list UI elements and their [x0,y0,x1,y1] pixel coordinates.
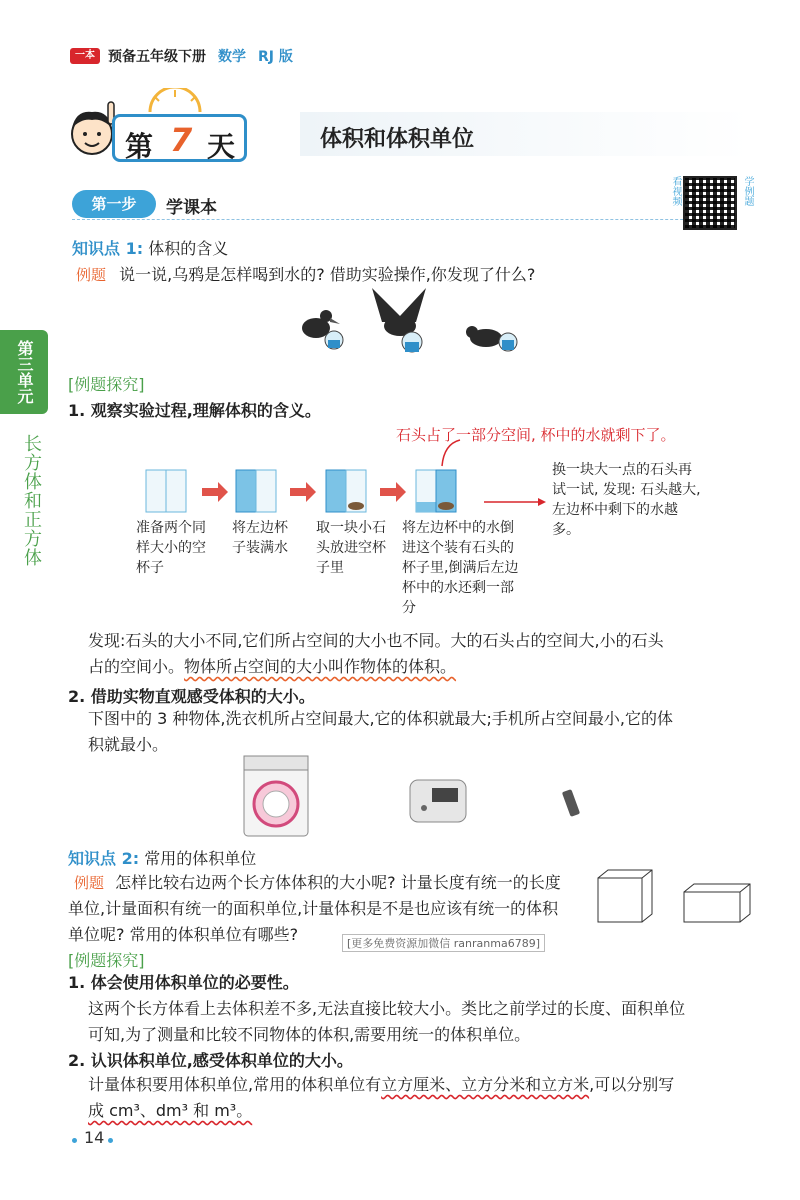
experiment-note: 石头占了一部分空间, 杯中的水就剩下了。 [396,426,676,444]
step-title: 学课本 [166,198,217,218]
knowledge-point-2 [68,846,256,869]
crow-icon [302,310,343,349]
sun-rays-icon [140,88,210,114]
step-caption: 取一块小石头放进空杯子里 [316,520,386,576]
example-line-1: 怎样比较右边两个长方体体积的大小呢? 计量长度有统一的长度 [115,873,561,892]
stone-cups-icon [326,470,366,512]
day-suffix: 天 [207,130,236,163]
example-text: 说一说,乌鸦是怎样喝到水的? 借助实验操作,你发现了什么? [119,265,536,284]
volume-definition: 物体所占空间的大小叫作物体的体积。 [184,657,457,676]
step-arrow-icon [290,482,316,502]
qr-caption-left: 看视频 [670,176,681,206]
side-note: 换一块大一点的石头再试一试, 发现: 石头越大, 左边杯中剩下的水越多。 [552,462,701,538]
knowledge-point-1 [72,236,228,259]
qr-code-icon[interactable] [683,176,737,230]
kp2-point-1: 1. 体会使用体积单位的必要性。 [68,973,299,992]
step-arrow-icon [202,482,228,502]
point2-line-1: 下图中的 3 种物体,洗衣机所占空间最大,它的体积就最大;手机所占空间最小,它的体 [88,709,674,728]
step-caption: 准备两个同样大小的空杯子 [136,520,206,576]
point1-line-2: 可知,为了测量和比较不同物体的体积,需要用统一的体积单位。 [88,1025,531,1044]
example-tag: 例题 [74,874,105,892]
step-arrow-icon [380,482,406,502]
kp2-example [74,870,594,896]
qr-caption-right: 学例题 [742,176,753,206]
book-title: 预备五年级下册 [108,49,206,65]
explore-label: [例题探究] [68,375,145,394]
divider [72,219,728,220]
units-text: 计量体积要用体积单位,常用的体积单位有 [88,1075,382,1094]
finding-line-1: 发现:石头的大小不同,它们所占空间的大小也不同。大的石头占的空间大,小的石头 [88,631,664,650]
crow-illustration [296,282,526,362]
example-line-2: 单位,计量面积有统一的面积单位,计量体积是不是也应该有统一的体积 [68,899,559,918]
page-number: 14 [84,1128,105,1147]
kp2-point-2: 2. 认识体积单位,感受体积单位的大小。 [68,1051,353,1070]
finding-text: 占的空间小。 [88,657,185,676]
page-dot-icon [108,1138,113,1143]
day-number: 7 [170,121,193,159]
result-cups-icon [416,470,456,512]
crow-icon [372,288,426,352]
point1-line-1: 这两个长方体看上去体积差不多,无法直接比较大小。类比之前学过的长度、面积单位 [88,999,686,1018]
kp2-title: 常用的体积单位 [144,849,257,868]
day-badge [112,114,247,162]
kp1-title: 体积的含义 [148,239,229,258]
watermark: [更多免费资源加微信 ranranma6789] [342,934,545,952]
units-line-1 [88,1072,748,1098]
washing-machine-icon [244,756,308,836]
finding-line-2 [88,654,456,680]
filled-cups-icon [236,470,276,512]
kp2-label: 知识点 2: [68,849,140,868]
cube-icon [598,870,652,922]
empty-cups-icon [146,470,186,512]
step-caption: 将左边杯子装满水 [232,520,288,556]
phone-icon [562,789,580,817]
chapter-tab: 长方体和正方体 [21,434,42,567]
experiment-cups [140,462,620,516]
day-prefix: 第 [125,130,154,163]
step-badge: 第一步 [72,190,156,218]
subject-label: 数学 [218,49,246,65]
step-caption: 将左边杯中的水倒进这个装有石头的杯子里,倒满后左边杯中的水还剩一部分 [402,520,519,616]
unit-tab: 第三单元 [0,330,48,414]
kp1-point-1: 1. 观察实验过程,理解体积的含义。 [68,401,321,420]
objects-illustration [240,754,600,840]
units-line-2: 成 cm³、dm³ 和 m³。 [88,1101,253,1120]
edition-label: RJ 版 [258,49,293,65]
lesson-title: 体积和体积单位 [320,127,475,152]
kp1-label: 知识点 1: [72,239,144,258]
crow-icon [466,326,517,351]
kp1-point-2: 2. 借助实物直观感受体积的大小。 [68,687,315,706]
example-line-3: 单位呢? 常用的体积单位有哪些? [68,925,299,944]
units-list: 立方厘米、立方分米和立方米 [381,1075,590,1094]
point2-line-2: 积就最小。 [88,735,169,754]
cuboid-icon [684,884,750,922]
explore-label: [例题探究] [68,951,145,970]
cuboids-illustration [594,868,754,928]
page-dot-icon [72,1138,77,1143]
example-tag: 例题 [76,266,107,284]
rice-cooker-icon [410,780,466,822]
units-text-end: ,可以分别写 [589,1075,675,1094]
brand-logo: 一本 [70,48,100,64]
